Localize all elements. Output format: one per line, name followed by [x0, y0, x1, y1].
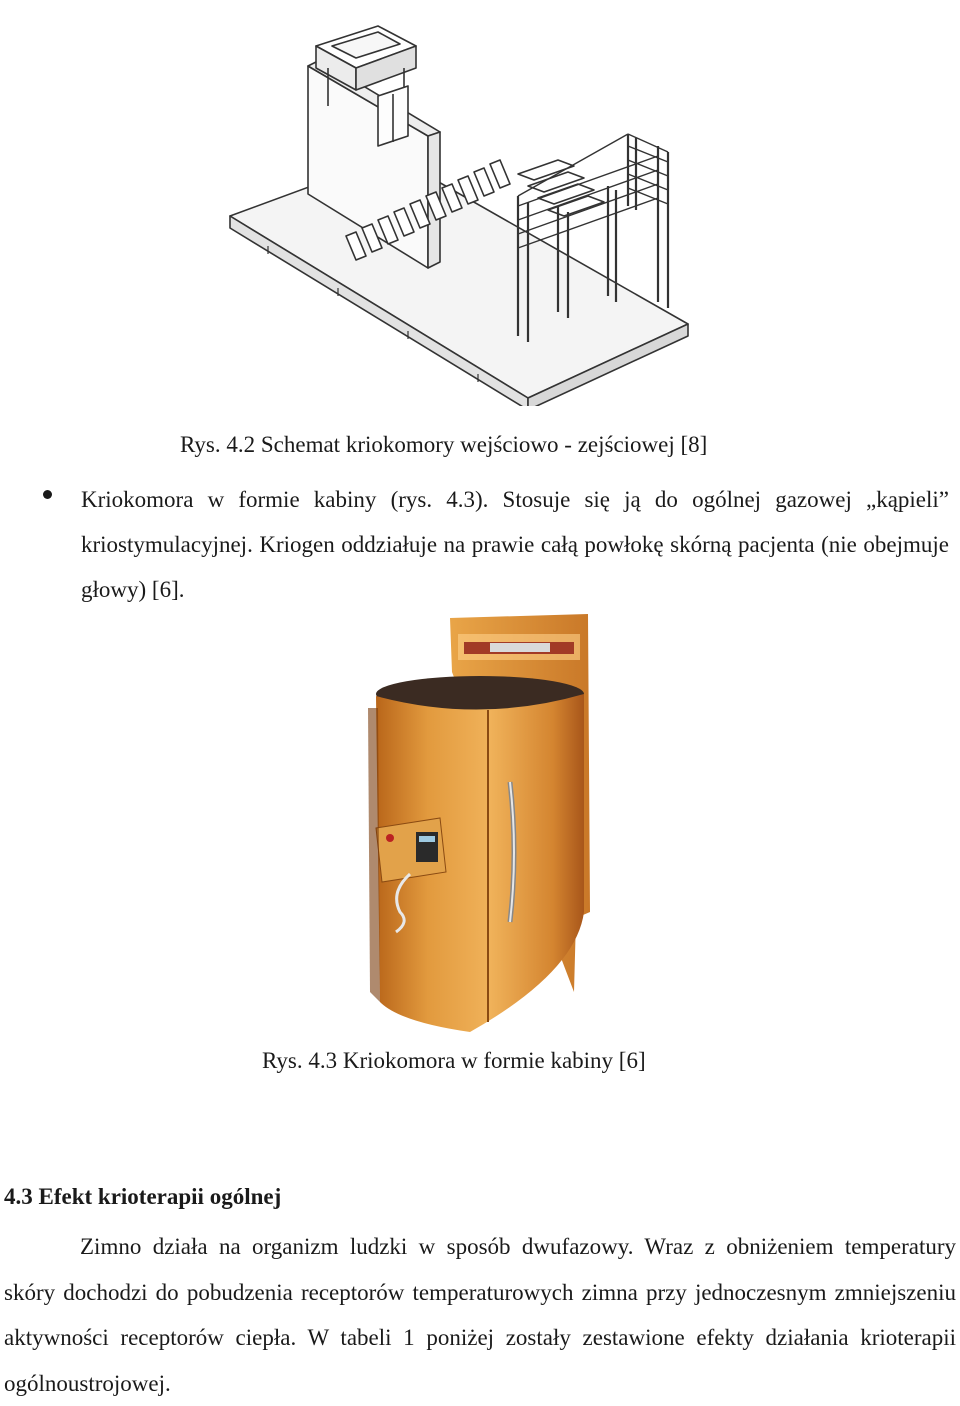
bullet-icon — [43, 490, 52, 499]
list-item-text: Kriokomora w formie kabiny (rys. 4.3). Stosuje się ją do ogólnej gazowej „kąpieli” kriostymulacyjnej. Kriogen oddziałuje na prawie całą powłokę skórną pacjenta (nie obejmuje głowy) [6]. — [81, 487, 949, 602]
body-paragraph: Zimno działa na organizm ludzki w sposób dwufazowy. Wraz z obniżeniem temperatury skóry dochodzi do pobudzenia receptorów temperaturowych zimna przy jednoczesnym zmniejszeniu aktywności receptorów ciepła. W tabeli 1 poniżej zostały zestawione efekty działania krioterapii ogólnoustrojowej. — [4, 1234, 956, 1396]
figure-caption: Rys. 4.3 Kriokomora w formie kabiny [6] — [262, 1048, 646, 1073]
figure-caption: Rys. 4.2 Schemat kriokomory wejściowo - zejściowej [8] — [180, 432, 708, 457]
figure-cryochamber-schematic — [228, 6, 698, 406]
section-heading: 4.3 Efekt krioterapii ogólnej — [4, 1184, 282, 1209]
figure-cryo-cabin-photo — [360, 612, 600, 1037]
